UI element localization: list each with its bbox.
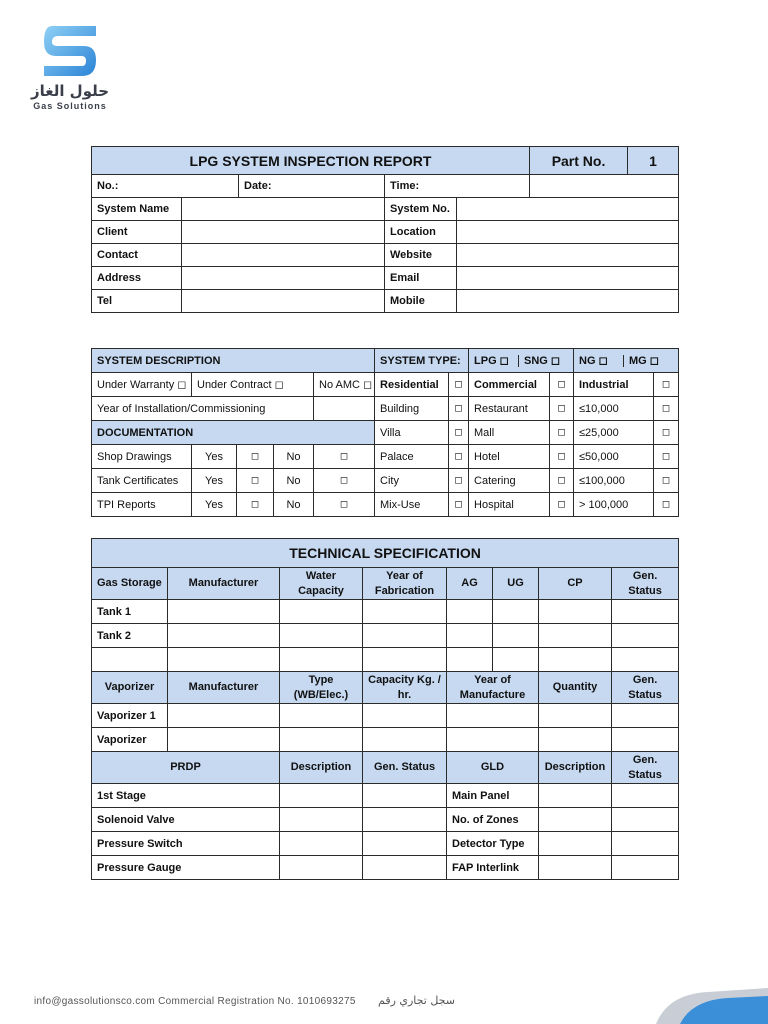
type-label: Restaurant	[469, 397, 550, 421]
cell[interactable]	[447, 728, 539, 752]
col-header: Manufacturer	[168, 672, 280, 704]
no-amc-checkbox[interactable]: No AMC ◻	[314, 373, 375, 397]
under-contract-checkbox[interactable]: Under Contract ◻	[192, 373, 314, 397]
report-title: LPG SYSTEM INSPECTION REPORT	[92, 147, 530, 175]
type-checkbox[interactable]: ◻	[449, 397, 469, 421]
cell[interactable]	[280, 600, 363, 624]
cell[interactable]	[363, 704, 447, 728]
date-field[interactable]: Date:	[239, 175, 385, 198]
doc-label: TPI Reports	[92, 493, 192, 517]
doc-yes-checkbox[interactable]: ◻	[237, 493, 274, 517]
footer-arabic-registration: سجل تجاري رقم	[378, 994, 455, 1007]
type-checkbox[interactable]: ◻	[449, 469, 469, 493]
row-label: FAP Interlink	[447, 856, 539, 880]
cell[interactable]	[280, 648, 363, 672]
type-checkbox[interactable]: ◻	[449, 421, 469, 445]
row-label: Detector Type	[447, 832, 539, 856]
type-checkbox[interactable]: ◻	[550, 397, 574, 421]
field-label: Contact	[92, 244, 182, 267]
cell[interactable]	[612, 624, 679, 648]
mobile-value[interactable]	[457, 290, 679, 313]
type-commercial-label: Commercial	[469, 373, 550, 397]
mg-type-label[interactable]: MG ◻	[623, 355, 659, 367]
row-label: Solenoid Valve	[92, 808, 280, 832]
field-label: Mobile	[385, 290, 457, 313]
contact-value[interactable]	[182, 244, 385, 267]
doc-label: Tank Certificates	[92, 469, 192, 493]
type-checkbox[interactable]: ◻	[449, 373, 469, 397]
col-header: Gen. Status	[363, 752, 447, 784]
row-label: Vaporizer 1	[92, 704, 168, 728]
cell[interactable]	[168, 704, 280, 728]
col-header: Description	[539, 752, 612, 784]
corner-decoration-icon	[628, 988, 768, 1024]
row-label: Tank 1	[92, 600, 168, 624]
field-label: System No.	[385, 198, 457, 221]
col-header: Gen. Status	[612, 752, 679, 784]
capacity-label: > 100,000	[574, 493, 654, 517]
cell[interactable]	[363, 784, 447, 808]
type-checkbox[interactable]: ◻	[550, 421, 574, 445]
row-label: 1st Stage	[92, 784, 280, 808]
cell[interactable]	[493, 624, 539, 648]
table-row	[92, 808, 679, 832]
cell[interactable]	[280, 832, 363, 856]
cell[interactable]	[280, 624, 363, 648]
address-value[interactable]	[182, 267, 385, 290]
row-label: Pressure Gauge	[92, 856, 280, 880]
doc-no-checkbox[interactable]: ◻	[314, 493, 375, 517]
field-label: System Name	[92, 198, 182, 221]
doc-label: Shop Drawings	[92, 445, 192, 469]
field-label: Tel	[92, 290, 182, 313]
doc-yes-checkbox[interactable]: ◻	[237, 469, 274, 493]
doc-no-checkbox[interactable]: ◻	[314, 469, 375, 493]
cell[interactable]	[539, 808, 612, 832]
cell[interactable]	[612, 648, 679, 672]
type-checkbox[interactable]: ◻	[449, 493, 469, 517]
row-label: Main Panel	[447, 784, 539, 808]
field-label: Address	[92, 267, 182, 290]
table-row	[92, 600, 679, 624]
row-label: No. of Zones	[447, 808, 539, 832]
col-header: GLD	[447, 752, 539, 784]
col-header: Gas Storage	[92, 568, 168, 600]
cell[interactable]	[363, 648, 447, 672]
type-checkbox[interactable]: ◻	[654, 493, 679, 517]
type-checkbox[interactable]: ◻	[654, 397, 679, 421]
cell[interactable]	[280, 728, 363, 752]
cell[interactable]	[447, 624, 493, 648]
year-installation-value[interactable]	[314, 397, 375, 421]
blank-field[interactable]	[530, 175, 679, 198]
tech-spec-title: TECHNICAL SPECIFICATION	[92, 539, 679, 568]
website-value[interactable]	[457, 244, 679, 267]
col-header: Description	[280, 752, 363, 784]
type-label: Hospital	[469, 493, 550, 517]
capacity-label: ≤25,000	[574, 421, 654, 445]
no-label: No	[274, 445, 314, 469]
report-header-table	[91, 146, 679, 313]
type-checkbox[interactable]: ◻	[654, 445, 679, 469]
type-label: Building	[375, 397, 449, 421]
system-description-header: SYSTEM DESCRIPTION	[92, 349, 375, 373]
type-checkbox[interactable]: ◻	[654, 373, 679, 397]
footer-contact: info@gassolutionsco.com Commercial Registration No. 1010693275	[34, 996, 356, 1007]
col-header: Year of Manufacture	[447, 672, 539, 704]
type-label: Hotel	[469, 445, 550, 469]
cell[interactable]	[612, 808, 679, 832]
table-row	[92, 704, 679, 728]
type-checkbox[interactable]: ◻	[654, 421, 679, 445]
type-checkbox[interactable]: ◻	[550, 445, 574, 469]
cell[interactable]	[363, 808, 447, 832]
part-number-value: 1	[628, 147, 679, 175]
cell[interactable]	[539, 784, 612, 808]
system-no-value[interactable]	[457, 198, 679, 221]
cell[interactable]	[168, 624, 280, 648]
cell[interactable]	[280, 856, 363, 880]
cell[interactable]	[539, 856, 612, 880]
system-type-header: SYSTEM TYPE:	[375, 349, 469, 373]
table-row	[92, 832, 679, 856]
cell[interactable]	[363, 624, 447, 648]
logo-s-mark-icon	[44, 26, 96, 76]
col-header: Type (WB/Elec.)	[280, 672, 363, 704]
cell[interactable]	[363, 856, 447, 880]
cell[interactable]	[539, 728, 612, 752]
cell[interactable]	[447, 600, 493, 624]
cell[interactable]	[168, 600, 280, 624]
cell[interactable]	[447, 704, 539, 728]
yes-label: Yes	[192, 469, 237, 493]
field-label: Client	[92, 221, 182, 244]
client-value[interactable]	[182, 221, 385, 244]
cell[interactable]	[493, 600, 539, 624]
cell[interactable]	[280, 704, 363, 728]
number-field[interactable]: No.:	[92, 175, 239, 198]
type-checkbox[interactable]: ◻	[550, 373, 574, 397]
year-installation-label: Year of Installation/Commissioning	[92, 397, 314, 421]
cell[interactable]	[539, 624, 612, 648]
location-value[interactable]	[457, 221, 679, 244]
col-header: PRDP	[92, 752, 280, 784]
yes-label: Yes	[192, 445, 237, 469]
documentation-header: DOCUMENTATION	[92, 421, 375, 445]
cell[interactable]	[539, 600, 612, 624]
col-header: Gen. Status	[612, 672, 679, 704]
type-residential-label: Residential	[375, 373, 449, 397]
type-label: Palace	[375, 445, 449, 469]
row-label: Tank 2	[92, 624, 168, 648]
type-label: City	[375, 469, 449, 493]
lpg-type-label: LPG ◻	[474, 355, 509, 367]
type-label: Mall	[469, 421, 550, 445]
no-label: No	[274, 469, 314, 493]
doc-yes-checkbox[interactable]: ◻	[237, 445, 274, 469]
col-header: Quantity	[539, 672, 612, 704]
system-name-value[interactable]	[182, 198, 385, 221]
type-label: Villa	[375, 421, 449, 445]
part-number-label: Part No.	[530, 147, 628, 175]
tel-value[interactable]	[182, 290, 385, 313]
type-checkbox[interactable]: ◻	[654, 469, 679, 493]
cell[interactable]	[539, 648, 612, 672]
row-label: Pressure Switch	[92, 832, 280, 856]
table-row	[92, 784, 679, 808]
technical-specification-table	[91, 538, 679, 880]
lpg-type-checkbox[interactable]	[469, 349, 574, 373]
col-header: CP	[539, 568, 612, 600]
company-logo	[28, 26, 128, 116]
cell[interactable]	[280, 784, 363, 808]
col-header: Manufacturer	[168, 568, 280, 600]
logo-arabic-name: حلول الغاز	[30, 82, 110, 100]
field-label: Email	[385, 267, 457, 290]
logo-english-name: Gas Solutions	[33, 101, 107, 111]
cell[interactable]	[280, 808, 363, 832]
col-header: Vaporizer	[92, 672, 168, 704]
cell[interactable]	[493, 648, 539, 672]
ng-type-checkbox[interactable]	[574, 349, 679, 373]
row-label: Vaporizer	[92, 728, 168, 752]
type-checkbox[interactable]: ◻	[449, 445, 469, 469]
type-checkbox[interactable]: ◻	[550, 493, 574, 517]
cell[interactable]	[363, 832, 447, 856]
col-header: Year of Fabrication	[363, 568, 447, 600]
capacity-label: ≤10,000	[574, 397, 654, 421]
cell[interactable]	[612, 784, 679, 808]
cell[interactable]	[612, 728, 679, 752]
type-label: Mix-Use	[375, 493, 449, 517]
time-field[interactable]: Time:	[385, 175, 530, 198]
email-value[interactable]	[457, 267, 679, 290]
cell[interactable]	[612, 832, 679, 856]
col-header: Gen. Status	[612, 568, 679, 600]
col-header: UG	[493, 568, 539, 600]
type-label: Catering	[469, 469, 550, 493]
ng-type-label: NG ◻	[579, 355, 608, 367]
type-checkbox[interactable]: ◻	[550, 469, 574, 493]
cell[interactable]	[539, 704, 612, 728]
sng-type-label[interactable]: SNG ◻	[518, 355, 560, 367]
system-description-table	[91, 348, 679, 517]
cell[interactable]	[92, 648, 168, 672]
doc-no-checkbox[interactable]: ◻	[314, 445, 375, 469]
capacity-label: ≤100,000	[574, 469, 654, 493]
yes-label: Yes	[192, 493, 237, 517]
field-label: Website	[385, 244, 457, 267]
field-label: Location	[385, 221, 457, 244]
table-row	[92, 624, 679, 648]
cell[interactable]	[168, 728, 280, 752]
table-row	[92, 648, 679, 672]
table-row	[92, 728, 679, 752]
no-label: No	[274, 493, 314, 517]
table-row	[92, 856, 679, 880]
cell[interactable]	[168, 648, 280, 672]
cell[interactable]	[539, 832, 612, 856]
col-header: AG	[447, 568, 493, 600]
type-industrial-label: Industrial	[574, 373, 654, 397]
col-header: Water Capacity	[280, 568, 363, 600]
cell[interactable]	[363, 600, 447, 624]
col-header: Capacity Kg. / hr.	[363, 672, 447, 704]
capacity-label: ≤50,000	[574, 445, 654, 469]
under-warranty-checkbox[interactable]: Under Warranty ◻	[92, 373, 192, 397]
cell[interactable]	[612, 600, 679, 624]
cell[interactable]	[447, 648, 493, 672]
cell[interactable]	[363, 728, 447, 752]
cell[interactable]	[612, 856, 679, 880]
cell[interactable]	[612, 704, 679, 728]
